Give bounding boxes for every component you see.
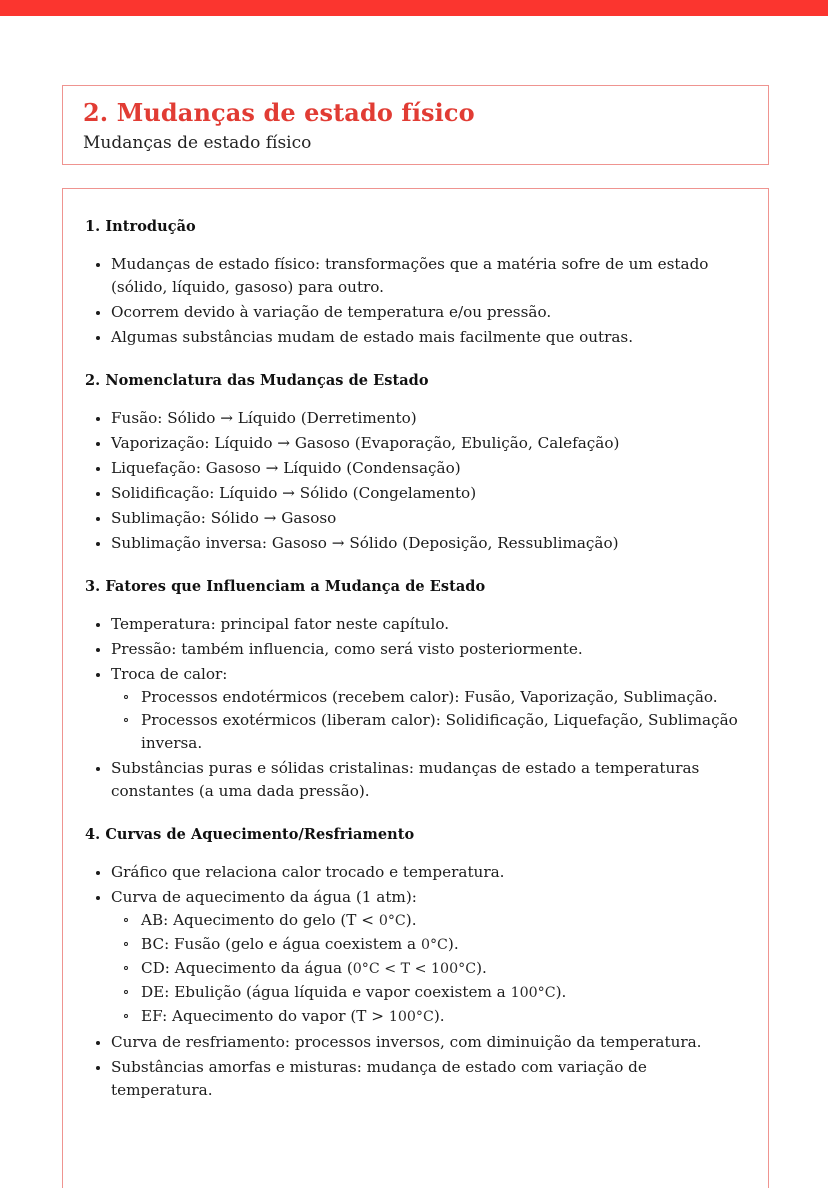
document-section <box>85 577 742 803</box>
document-page <box>0 16 828 1171</box>
list-item <box>85 613 742 636</box>
temperature-value: 0°C < T < 100°C <box>352 961 477 977</box>
bullet-text: Troca de calor: <box>111 665 228 683</box>
bullet-list <box>85 861 742 1102</box>
list-item <box>85 253 742 299</box>
list-item <box>85 507 742 530</box>
bullet-text: Sublimação: Sólido → Gasoso <box>111 509 337 527</box>
bullet-text: Liquefação: Gasoso → Líquido (Condensação) <box>111 459 461 477</box>
sub-bullet-list <box>111 686 742 755</box>
bullet-text-tail: ). <box>476 959 487 977</box>
document-section <box>85 217 742 349</box>
list-item <box>85 1031 742 1054</box>
bullet-text: EF: Aquecimento do vapor (T > <box>141 1007 389 1025</box>
list-item <box>85 663 742 755</box>
section-heading: 4. Curvas de Aquecimento/Resfriamento <box>85 826 415 843</box>
top-accent-bar <box>0 0 828 16</box>
bullet-list <box>85 253 742 349</box>
bullet-text: Sublimação inversa: Gasoso → Sólido (Deposição, Ressublimação) <box>111 534 619 552</box>
list-item <box>85 757 742 803</box>
sub-list-item <box>111 909 742 933</box>
sub-list-item <box>111 933 742 957</box>
sub-list-item <box>111 957 742 981</box>
list-item <box>85 407 742 430</box>
sub-list-item <box>111 1005 742 1029</box>
list-item <box>85 532 742 555</box>
list-item <box>85 301 742 324</box>
list-item <box>85 326 742 349</box>
bullet-text: Algumas substâncias mudam de estado mais facilmente que outras. <box>111 328 634 346</box>
bullet-text-tail: ). <box>555 983 567 1001</box>
list-item <box>85 638 742 661</box>
bullet-text: Substâncias amorfas e misturas: mudança de estado com variação de temperatura. <box>111 1058 647 1099</box>
temperature-value: 100°C <box>510 985 556 1001</box>
bullet-text: Solidificação: Líquido → Sólido (Congelamento) <box>111 484 477 502</box>
bullet-text: CD: Aquecimento da água ( <box>141 959 353 977</box>
list-item <box>85 482 742 505</box>
sub-bullet-list <box>111 909 742 1029</box>
bullet-text: Temperatura: principal fator neste capítulo. <box>111 615 450 633</box>
bullet-text: Pressão: também influencia, como será visto posteriormente. <box>111 640 583 658</box>
bullet-text: Curva de resfriamento: processos inversos, com diminuição da temperatura. <box>111 1033 702 1051</box>
bullet-list <box>85 613 742 803</box>
section-heading: 3. Fatores que Influenciam a Mudança de Estado <box>85 578 486 595</box>
document-header-card <box>62 85 769 165</box>
bullet-text: Substâncias puras e sólidas cristalinas: mudanças de estado a temperaturas constantes (a uma dada pressão). <box>111 759 700 800</box>
bullet-text: AB: Aquecimento do gelo (T < <box>141 911 379 929</box>
bullet-text-tail: ). <box>433 1007 445 1025</box>
sub-list-item <box>111 686 742 709</box>
document-section <box>85 371 742 555</box>
bullet-text: Fusão: Sólido → Líquido (Derretimento) <box>111 409 417 427</box>
page-subtitle: Mudanças de estado físico <box>83 133 312 153</box>
bullet-text: Mudanças de estado físico: transformações que a matéria sofre de um estado (sólido, líquido, gasoso) para outro. <box>111 255 709 296</box>
bullet-text: Processos endotérmicos (recebem calor): Fusão, Vaporização, Sublimação. <box>141 688 718 706</box>
list-item <box>85 432 742 455</box>
sub-list-item <box>111 709 742 755</box>
document-content-card <box>62 188 769 1188</box>
bullet-text: Gráfico que relaciona calor trocado e temperatura. <box>111 863 505 881</box>
temperature-value: 0°C <box>420 937 448 953</box>
list-item <box>85 886 742 1029</box>
section-heading: 1. Introdução <box>85 218 196 235</box>
bullet-text: Curva de aquecimento da água (1 atm): <box>111 888 417 906</box>
bullet-text: DE: Ebulição (água líquida e vapor coexistem a <box>141 983 511 1001</box>
temperature-value: 0°C <box>378 913 406 929</box>
section-heading: 2. Nomenclatura das Mudanças de Estado <box>85 372 429 389</box>
temperature-value: 100°C <box>388 1009 434 1025</box>
list-item <box>85 1056 742 1102</box>
bullet-text-tail: ). <box>447 935 459 953</box>
bullet-list <box>85 407 742 555</box>
bullet-text: Ocorrem devido à variação de temperatura e/ou pressão. <box>111 303 552 321</box>
list-item <box>85 861 742 884</box>
bullet-text: BC: Fusão (gelo e água coexistem a <box>141 935 421 953</box>
sub-list-item <box>111 981 742 1005</box>
bullet-text: Processos exotérmicos (liberam calor): Solidificação, Liquefação, Sublimação inversa. <box>141 711 738 752</box>
page-title: 2. Mudanças de estado físico <box>83 98 475 127</box>
sections-container <box>85 217 742 1102</box>
bullet-text-tail: ). <box>405 911 417 929</box>
document-section <box>85 825 742 1102</box>
list-item <box>85 457 742 480</box>
bullet-text: Vaporização: Líquido → Gasoso (Evaporação, Ebulição, Calefação) <box>111 434 620 452</box>
